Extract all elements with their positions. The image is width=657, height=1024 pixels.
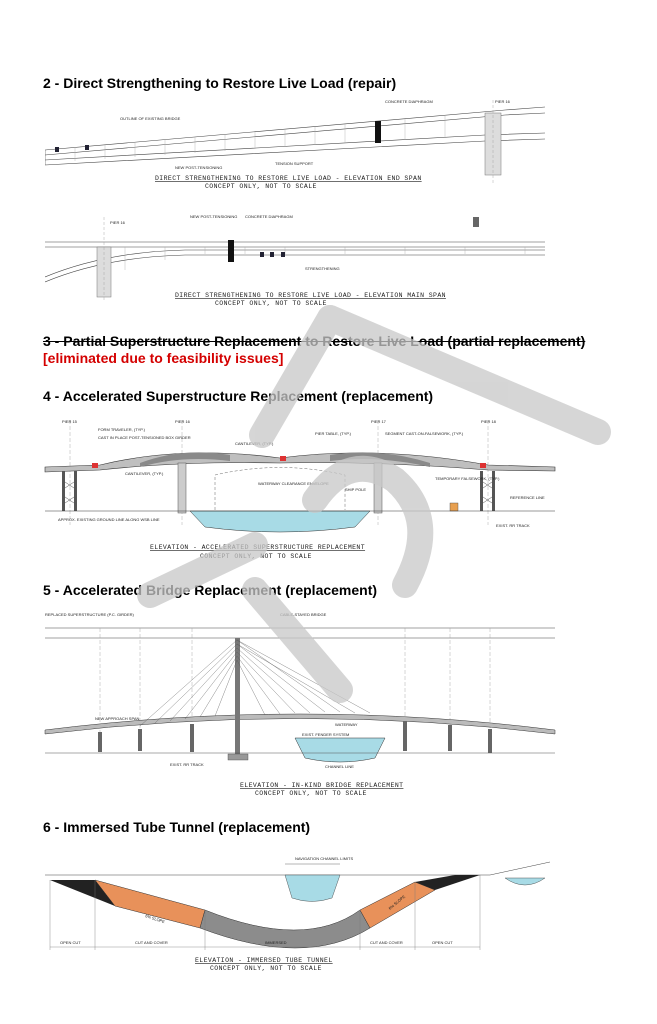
figure-caption: ELEVATION - IN-KIND BRIDGE REPLACEMENT (240, 782, 404, 789)
pier-15-label: PIER 15 (62, 419, 77, 424)
reference-line-label: REFERENCE LINE (510, 495, 545, 500)
section-6-heading: 6 - Immersed Tube Tunnel (replacement) (43, 819, 311, 835)
form-traveler-label: FORM TRAVELER, (TYP.) (98, 427, 145, 432)
pier-16-label: PIER 16 (175, 419, 190, 424)
waterway-label: WATERWAY (335, 722, 358, 727)
temp-falsework-label: TEMPORARY FALSEWORK, (TYP.) (435, 476, 500, 481)
figure-caption: DIRECT STRENGTHENING TO RESTORE LIVE LOAD - ELEVATION END SPAN (155, 175, 422, 182)
figure-immersed-tube-tunnel (40, 850, 560, 980)
cast-in-place-label: CAST IN PLACE POST-TENSIONED BOX GIRDER (98, 435, 191, 440)
svg-text:NEW POST-TENSIONING: NEW POST-TENSIONING (175, 165, 223, 170)
section-2-heading: 2 - Direct Strengthening to Restore Live Load (repair) (43, 75, 397, 91)
svg-text:PIER 16: PIER 16 (495, 99, 510, 104)
svg-text:NEW POST-TENSIONING: NEW POST-TENSIONING (190, 214, 238, 219)
figure-subcaption: CONCEPT ONLY, NOT TO SCALE (200, 553, 312, 560)
svg-text:TENSION SUPPORT: TENSION SUPPORT (275, 161, 314, 166)
ship-pole-label: SHIP POLE (345, 487, 367, 492)
pier-18-label: PIER 18 (481, 419, 496, 424)
approach-structure-label: REPLACED SUPERSTRUCTURE (P.C. GIRDER) (45, 612, 134, 617)
segment-label: SEGMENT CAST-ON-FALSEWORK, (TYP.) (385, 431, 464, 436)
section-3-note: [eliminated due to feasibility issues] (43, 350, 284, 366)
figure-subcaption: CONCEPT ONLY, NOT TO SCALE (205, 183, 317, 190)
cantilever-left-label: CANTILEVER, (TYP.) (125, 471, 164, 476)
figure-subcaption: CONCEPT ONLY, NOT TO SCALE (215, 300, 327, 307)
cut-cover-right-label: CUT AND COVER (370, 940, 403, 945)
figure-subcaption: CONCEPT ONLY, NOT TO SCALE (255, 790, 367, 797)
rr-track-label: EXIST. RR TRACK (170, 762, 204, 767)
ground-line-label: APPROX. EXISTING GROUND LINE ALONG WSB LINE (58, 517, 160, 522)
pier-17-label: PIER 17 (371, 419, 386, 424)
figure-caption: ELEVATION - ACCELERATED SUPERSTRUCTURE REPLACEMENT (150, 544, 366, 551)
cable-stayed-label: CABLE-STAYED BRIDGE (280, 612, 327, 617)
figure-subcaption: CONCEPT ONLY, NOT TO SCALE (210, 965, 322, 972)
nav-channel-label: NAVIGATION CHANNEL LIMITS (295, 856, 354, 861)
open-cut-left-label: OPEN CUT (60, 940, 81, 945)
open-cut-right-label: OPEN CUT (432, 940, 453, 945)
section-5-heading: 5 - Accelerated Bridge Replacement (replacement) (43, 582, 378, 598)
rr-track-label: EXIST. RR TRACK (496, 523, 530, 528)
svg-text:OUTLINE OF EXISTING BRIDGE: OUTLINE OF EXISTING BRIDGE (120, 116, 181, 121)
section-3-heading: 3 - Partial Superstructure Replacement to Restore Live Load (partial replacement) (43, 333, 586, 349)
svg-text:PIER 16: PIER 16 (110, 220, 125, 225)
figure-superstructure-replacement (40, 415, 560, 565)
waterway-label: WATERWAY CLEARANCE ENVELOPE (258, 481, 329, 486)
fender-label: EXIST. FENDER SYSTEM (302, 732, 350, 737)
figure-caption: DIRECT STRENGTHENING TO RESTORE LIVE LOAD - ELEVATION MAIN SPAN (175, 292, 446, 299)
section-4-heading: 4 - Accelerated Superstructure Replacement (replacement) (43, 388, 434, 404)
figure-end-span-elevation (45, 95, 545, 190)
slope-right-label: 6% SLOPE (387, 893, 407, 911)
svg-text:CONCRETE DIAPHRAGM: CONCRETE DIAPHRAGM (245, 214, 293, 219)
channel-label: CHANNEL LINE (325, 764, 354, 769)
new-approach-label: NEW APPROACH SPAN (95, 716, 140, 721)
pier-table-label: PIER TABLE, (TYP.) (315, 431, 352, 436)
immersed-label: IMMERSED (265, 940, 287, 945)
cut-cover-left-label: CUT AND COVER (135, 940, 168, 945)
svg-text:STRENGTHENING: STRENGTHENING (305, 266, 340, 271)
slope-left-label: 6% SLOPE (144, 913, 166, 925)
figure-bridge-replacement (40, 608, 560, 798)
figure-main-span-elevation (45, 212, 545, 307)
cantilever-label: CANTILEVER, (TYP.) (235, 441, 274, 446)
svg-text:CONCRETE DIAPHRAGM: CONCRETE DIAPHRAGM (385, 99, 433, 104)
figure-caption: ELEVATION - IMMERSED TUBE TUNNEL (195, 957, 333, 964)
